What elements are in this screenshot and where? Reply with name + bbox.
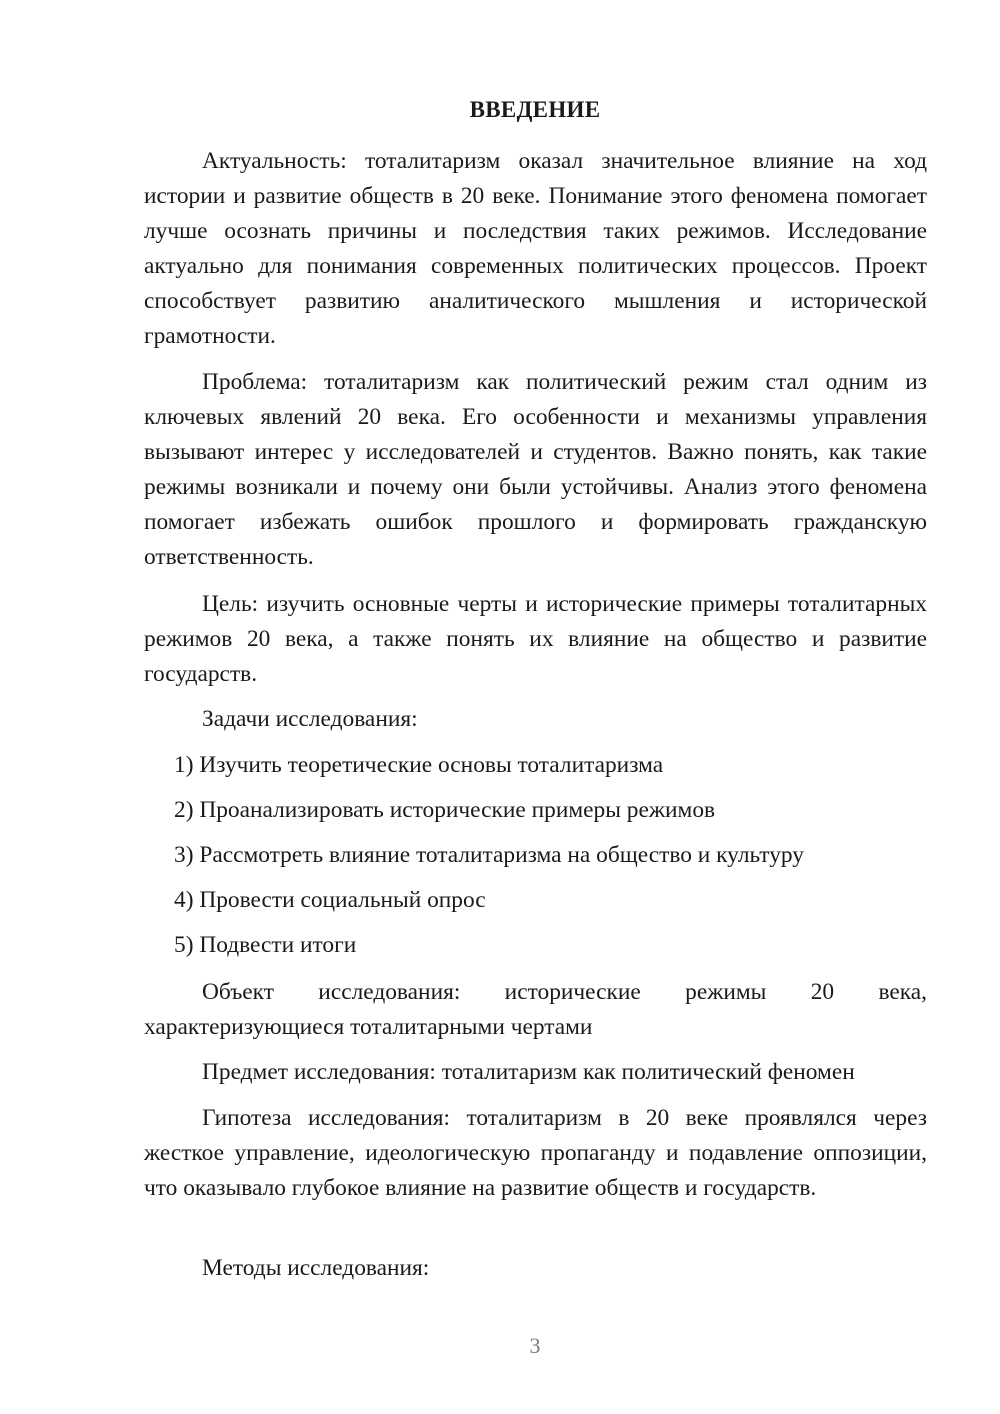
body-text-problem-block — [144, 365, 927, 575]
list-item: 2) Проанализировать исторические примеры режимов — [174, 797, 716, 823]
page-number: 3 — [529, 1333, 541, 1358]
paragraph-tasks-heading: Задачи исследования: — [202, 706, 418, 732]
list-item: 1) Изучить теоретические основы тоталитаризма — [174, 752, 664, 778]
body-text-tasks-heading-block — [144, 702, 927, 737]
paragraph-relevance: Актуальность: тоталитаризм оказал значительное влияние на ход истории и развитие обществ в 20 веке. Понимание этого феномена помогает лучше осознать причины и последствия таких режимов. Исследование актуально для понимания современных политических процессов. Проект способствует развитию аналитического мышления и исторической грамотности. — [144, 148, 927, 349]
body-text-object-block — [144, 975, 927, 1045]
page-title: ВВЕДЕНИЕ — [469, 97, 601, 122]
list-item: 3) Рассмотреть влияние тоталитаризма на общество и культуру — [174, 842, 804, 868]
body-text-hypothesis-block — [144, 1101, 927, 1206]
body-text — [144, 144, 927, 354]
paragraph-methods-heading: Методы исследования: — [202, 1255, 430, 1281]
paragraph-object: Объект исследования: исторические режимы 20 века, характеризующиеся тоталитарными чертами — [144, 979, 927, 1040]
paragraph-subject: Предмет исследования: тоталитаризм как политический феномен — [202, 1059, 855, 1085]
paragraph-hypothesis: Гипотеза исследования: тоталитаризм в 20 веке проявлялся через жесткое управление, идеологическую пропаганду и подавление оппозиции, что оказывало глубокое влияние на развитие обществ и государств. — [144, 1105, 927, 1201]
list-item: 5) Подвести итоги — [174, 932, 357, 958]
body-text-subject-block — [144, 1055, 927, 1090]
paragraph-problem: Проблема: тоталитаризм как политический режим стал одним из ключевых явлений 20 века. Его особенности и механизмы управления вызывают интерес у исследователей и студентов. Важно понять, как такие режимы возникали и почему они были устойчивы. Анализ этого феномена помогает избежать ошибок прошлого и формировать гражданскую ответственность. — [144, 369, 927, 570]
task-list — [144, 748, 927, 963]
list-item: 4) Провести социальный опрос — [174, 887, 486, 913]
body-text-goal-block — [144, 587, 927, 692]
paragraph-goal: Цель: изучить основные черты и исторические примеры тоталитарных режимов 20 века, а также понять их влияние на общество и развитие государств. — [144, 591, 927, 687]
body-text-methods-block — [144, 1251, 927, 1286]
